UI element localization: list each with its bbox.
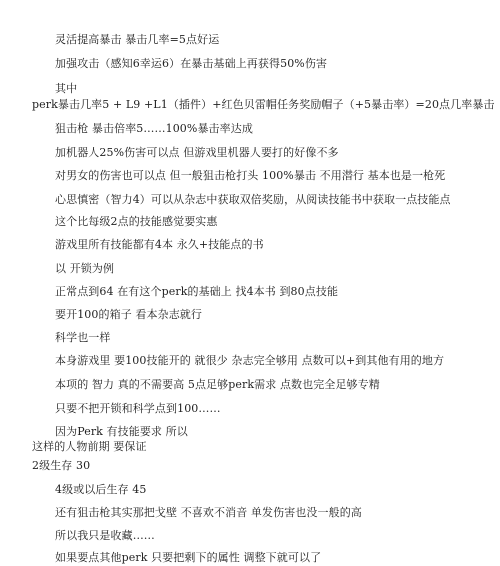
text-line: 对男女的伤害也可以点 但一般狙击枪打头 100%暴击 不用潜行 基本也是一枪死: [55, 169, 446, 182]
text-line: 本项的 智力 真的不需要高 5点足够perk需求 点数也完全足够专精: [55, 378, 380, 391]
text-line: 只要不把开锁和科学点到100……: [55, 402, 221, 415]
text-line: 加机器人25%伤害可以点 但游戏里机器人要打的好像不多: [55, 146, 339, 159]
text-line: 正常点到64 在有这个perk的基础上 找4本书 到80点技能: [55, 285, 339, 298]
text-line: 所以我只是收藏……: [55, 529, 155, 542]
text-line: 以 开锁为例: [55, 262, 115, 275]
text-line: 要开100的箱子 看本杂志就行: [55, 308, 202, 321]
text-line: 4级或以后生存 45: [55, 483, 147, 496]
text-line: 加强攻击（感知6幸运6）在暴击基础上再获得50%伤害: [55, 57, 328, 70]
text-line: 因为Perk 有技能要求 所以: [55, 425, 188, 438]
text-line: 这样的人物前期 要保证: [32, 440, 147, 453]
text-line: 这个比每级2点的技能感觉要实惠: [55, 215, 218, 228]
text-line: 还有狙击枪其实那把戈壁 不喜欢不消音 单发伤害也没一般的高: [55, 506, 362, 519]
text-line: 灵活提高暴击 暴击几率=5点好运: [55, 33, 220, 46]
text-line: 如果要点其他perk 只要把剩下的属性 调整下就可以了: [55, 551, 322, 564]
text-line: 科学也一样: [55, 331, 111, 344]
text-line: 狙击枪 暴击倍率5……100%暴击率达成: [55, 122, 253, 135]
text-line: 2级生存 30: [32, 459, 91, 472]
text-line: 本身游戏里 要100技能开的 就很少 杂志完全够用 点数可以+到其他有用的地方: [55, 354, 445, 367]
text-line: 其中: [55, 82, 78, 95]
text-line: perk暴击几率5 + L9 +L1（插件）+红色贝雷帽任务奖励帽子（+5暴击率）=20点几率暴击: [32, 98, 495, 111]
text-line: 心思慎密（智力4）可以从杂志中获取双倍奖励，从阅读技能书中获取一点技能点: [55, 193, 451, 206]
text-line: 游戏里所有技能都有4本 永久+技能点的书: [55, 238, 264, 251]
